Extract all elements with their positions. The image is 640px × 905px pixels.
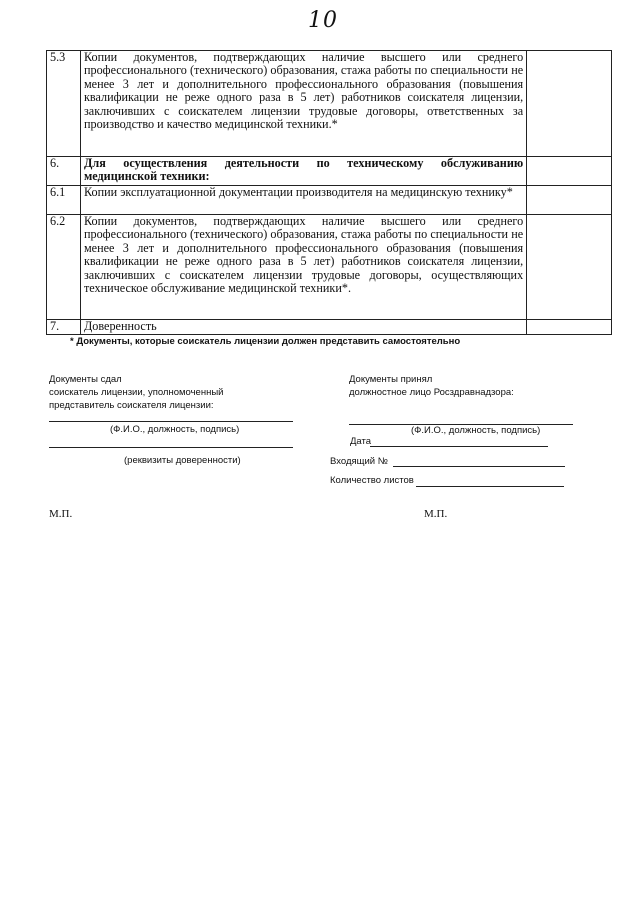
- incoming-number-label: Входящий №: [330, 456, 388, 467]
- table-row: [47, 51, 612, 157]
- sheets-count-line: [416, 486, 564, 487]
- proxy-caption: (реквизиты доверенности): [124, 455, 241, 466]
- sheets-count-label: Количество листов: [330, 475, 414, 486]
- row-text: Копии документов, подтверждающих наличие высшего или среднего профессионального (технического) образования, стажа работы по специальности не менее 3 лет и дополнительного профессионального образования (повышения квалификации не реже одного раза в 5 лет) работников соискателя лицензии, заключивших с соискателем лицензии трудовые договоры, ответственных за производство и качество медицинской техники.*: [80, 51, 526, 157]
- submitter-role-line1: соискатель лицензии, уполномоченный: [49, 387, 224, 398]
- row-number: 6.: [47, 157, 81, 186]
- date-label: Дата: [350, 436, 372, 447]
- page-number: 10: [308, 8, 338, 33]
- accepted-by-label: Документы принял: [349, 374, 433, 385]
- row-check-cell: [527, 186, 612, 215]
- documents-table: [46, 50, 612, 335]
- submitter-role-line2: представитель соискателя лицензии:: [49, 400, 214, 411]
- submitter-signature-caption: (Ф.И.О., должность, подпись): [110, 424, 240, 435]
- row-number: 7.: [47, 320, 81, 335]
- row-number: 6.2: [47, 215, 81, 320]
- proxy-line: [49, 447, 293, 448]
- row-check-cell: [527, 51, 612, 157]
- table-row: [47, 215, 612, 320]
- row-text: Для осуществления деятельности по техническому обслуживанию медицинской техники:: [80, 157, 526, 186]
- row-number: 6.1: [47, 186, 81, 215]
- row-check-cell: [527, 215, 612, 320]
- table-row: [47, 320, 612, 335]
- table-row: [47, 186, 612, 215]
- table-row: [47, 157, 612, 186]
- row-check-cell: [527, 157, 612, 186]
- acceptor-signature-caption: (Ф.И.О., должность, подпись): [411, 425, 541, 436]
- left-stamp-label: М.П.: [49, 508, 73, 520]
- incoming-number-line: [393, 466, 565, 467]
- row-text: Доверенность: [80, 320, 526, 335]
- date-line: [370, 446, 548, 447]
- acceptor-role: должностное лицо Росздравнадзора:: [349, 387, 514, 398]
- row-text: Копии документов, подтверждающих наличие высшего или среднего профессионального (технического) образования, стажа работы по специальности не менее 3 лет и дополнительного профессионального образования (повышения квалификации не реже одного раза в 5 лет) работников соискателя лицензии, заключивших с соискателем лицензии трудовые договоры, осуществляющих техническое обслуживание медицинской техники*.: [80, 215, 526, 320]
- row-number: 5.3: [47, 51, 81, 157]
- submitted-by-label: Документы сдал: [49, 374, 122, 385]
- footnote: * Документы, которые соискатель лицензии должен представить самостоятельно: [70, 336, 461, 347]
- submitter-signature-line: [49, 421, 293, 422]
- right-stamp-label: М.П.: [424, 508, 448, 520]
- row-text: Копии эксплуатационной документации производителя на медицинскую технику*: [80, 186, 526, 215]
- row-check-cell: [527, 320, 612, 335]
